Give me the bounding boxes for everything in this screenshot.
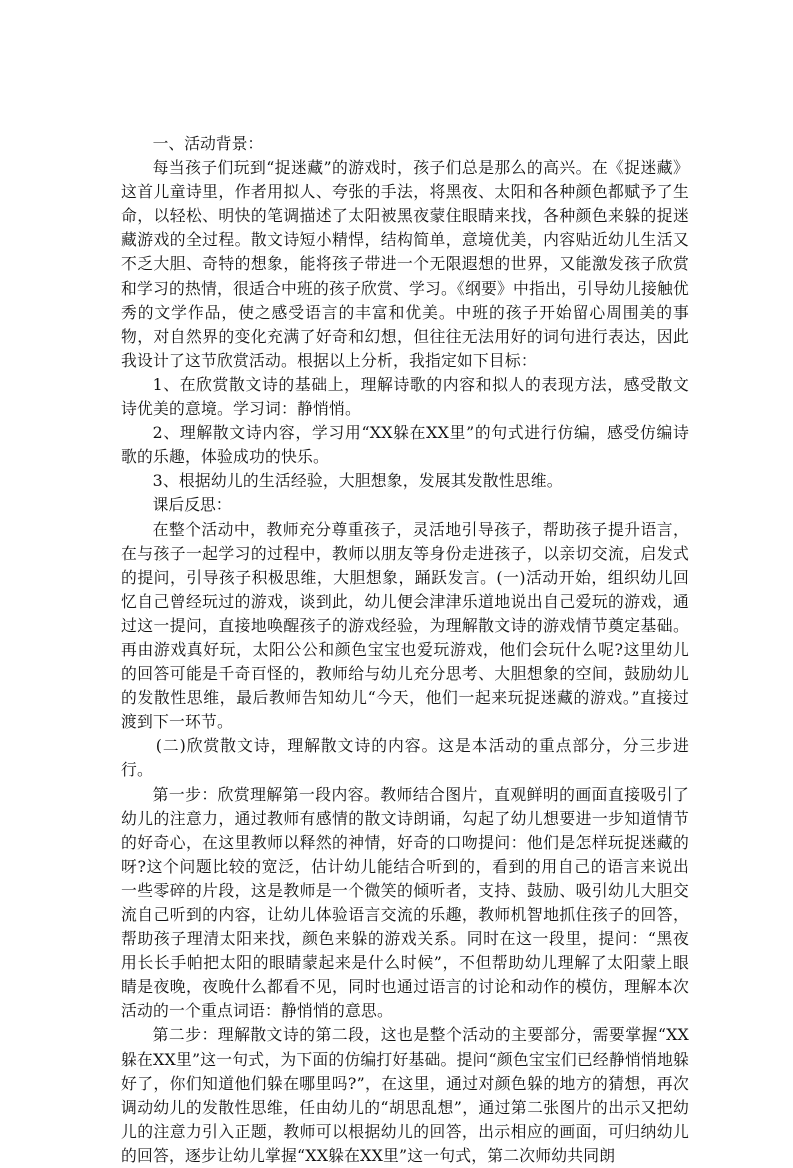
goal-item-2: 2、理解散文诗内容，学习用“XX躲在XX里”的句式进行仿编，感受仿编诗歌的乐趣，体验成功的快乐。: [121, 423, 689, 467]
reflection-paragraph-2: (二)欣赏散文诗，理解散文诗的内容。这是本活动的重点部分，分三步进行。: [121, 736, 689, 780]
goal-item-3: 3、根据幼儿的生活经验，大胆想象，发展其发散性思维。: [152, 471, 563, 491]
section-heading-reflection: 课后反思：: [152, 495, 232, 515]
step-2-paragraph: 第二步：理解散文诗的第二段，这也是整个活动的主要部分，需要掌握“XX躲在XX里”这一句式，为下面的仿编打好基础。提问“颜色宝宝们已经静悄悄地躲好了，你们知道他们躲在哪里吗?”，在这里，通过对颜色躲的地方的猜想，再次调动幼儿的发散性思维，任由幼儿的“胡思乱想”，通过第二张图片的出示又把幼儿的注意力引入正题，教师可以根据幼儿的回答，出示相应的画面，可归纳幼儿的回答，逐步让幼儿掌握“XX躲在XX里”这一句式，第二次师幼共同朗: [121, 1025, 689, 1165]
goal-item-1: 1、在欣赏散文诗的基础上，理解诗歌的内容和拟人的表现方法，感受散文诗优美的意境。学习词：静悄悄。: [121, 374, 689, 419]
step-1-paragraph: 第一步：欣赏理解第一段内容。教师结合图片，直观鲜明的画面直接吸引了幼儿的注意力，通过教师有感情的散文诗朗诵，勾起了幼儿想要进一步知道情节的好奇心，在这里教师以释然的神情，好奇的口吻提问：他们是怎样玩捉迷藏的呀?这个问题比较的宽泛，估计幼儿能结合听到的，看到的用自己的语言来说出一些零碎的片段，这是教师是一个微笑的倾听者，支持、鼓励、吸引幼儿大胆交流自己听到的内容，让幼儿体验语言交流的乐趣，教师机智地抓住孩子的回答，帮助孩子理清太阳来找，颜色来躲的游戏关系。同时在这一段里，提问：“黑夜用长长手帕把太阳的眼睛蒙起来是什么时候”，不但帮助幼儿理解了太阳蒙上眼睛是夜晚，夜晚什么都看不见，同时也通过语言的讨论和动作的模仿，理解本次活动的一个重点词语：静悄悄的意思。: [121, 784, 689, 1021]
section-heading-background: 一、活动背景：: [152, 134, 264, 153]
document-page: [121, 132, 689, 1168]
reflection-paragraph-1: 在整个活动中，教师充分尊重孩子，灵活地引导孩子，帮助孩子提升语言，在与孩子一起学习的过程中，教师以朋友等身份走进孩子，以亲切交流，启发式的提问，引导孩子积极思维，大胆想象，踊跃发言。(一)活动开始，组织幼儿回忆自己曾经玩过的游戏，谈到此，幼儿便会津津乐道地说出自己爱玩的游戏，通过这一提问，直接地唤醒孩子的游戏经验，为理解散文诗的游戏情节奠定基础。再由游戏真好玩，太阳公公和颜色宝宝也爱玩游戏，他们会玩什么呢?这里幼儿的回答可能是千奇百怪的，教师给与幼儿充分思考、大胆想象的空间，鼓励幼儿的发散性思维，最后教师告知幼儿“今天，他们一起来玩捉迷藏的游戏。”直接过渡到下一环节。: [121, 519, 689, 732]
background-paragraph: 每当孩子们玩到“捉迷藏”的游戏时，孩子们总是那么的高兴。在《捉迷藏》这首儿童诗里，作者用拟人、夸张的手法，将黑夜、太阳和各种颜色都赋予了生命，以轻松、明快的笔调描述了太阳被黑夜蒙住眼睛来找，各种颜色来躲的捉迷藏游戏的全过程。散文诗短小精悍，结构简单，意境优美，内容贴近幼儿生活又不乏大胆、奇特的想象，能将孩子带进一个无限遐想的世界，又能激发孩子欣赏和学习的热情，很适合中班的孩子欣赏、学习。《纲要》中指出，引导幼儿接触优秀的文学作品，使之感受语言的丰富和优美。中班的孩子开始留心周围美的事物，对自然界的变化充满了好奇和幻想，但往往无法用好的词句进行表达，因此我设计了这节欣赏活动。根据以上分析，我指定如下目标：: [121, 158, 689, 370]
